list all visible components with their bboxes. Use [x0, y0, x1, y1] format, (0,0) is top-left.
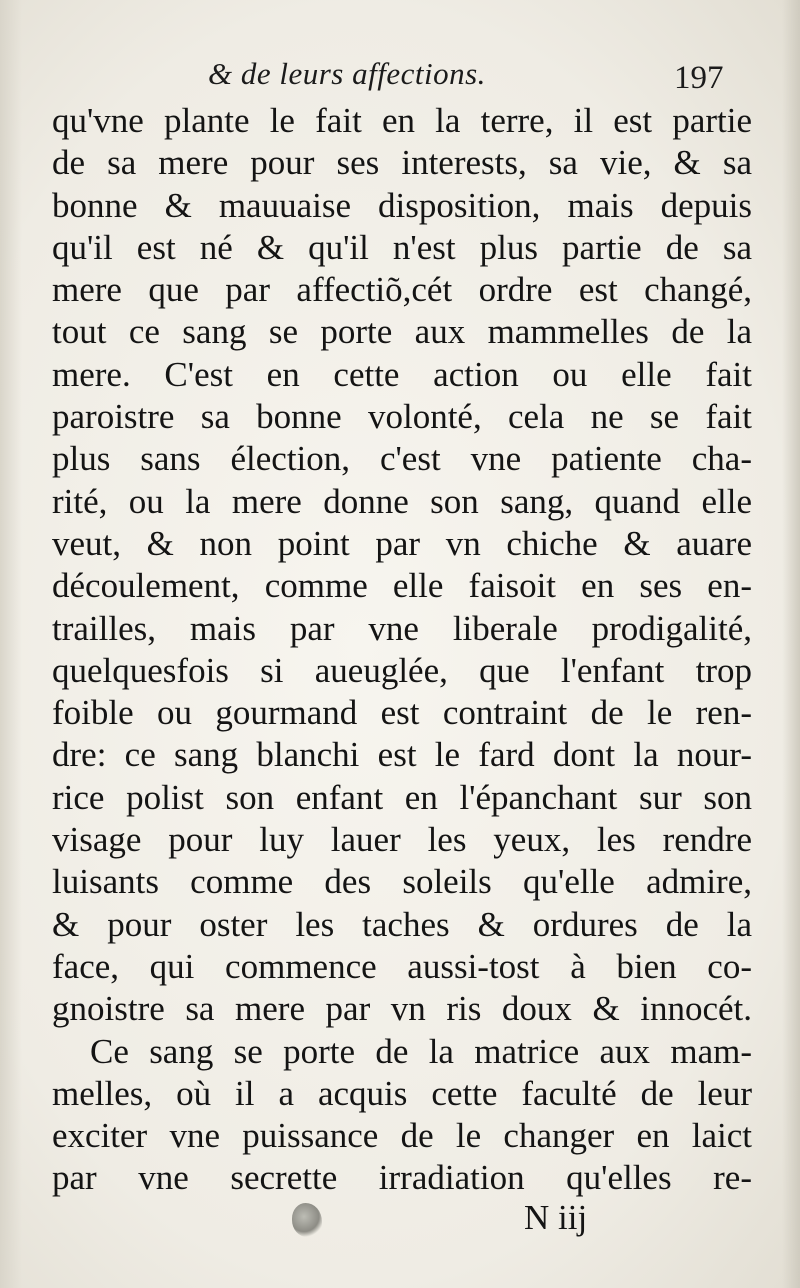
text-line: trailles, mais par vne liberale prodigalité, [52, 608, 752, 648]
text-line: qu'il est né & qu'il n'est plus partie de sa [52, 227, 752, 267]
text-line: rité, ou la mere donne son sang, quand elle [52, 481, 752, 521]
text-line: mere que par affectiõ,cét ordre est changé, [52, 270, 752, 310]
text-line: gnoistre sa mere par vn ris doux & innocét. [52, 989, 752, 1029]
text-line: rice polist son enfant en l'épanchant sur son [52, 777, 752, 817]
text-line: découlement, comme elle faisoit en ses en- [52, 566, 752, 606]
text-line: de sa mere pour ses interests, sa vie, & sa [52, 143, 752, 183]
text-line: mere. C'est en cette action ou elle fait [52, 354, 752, 394]
text-line: dre: ce sang blanchi est le fard dont la nour- [52, 735, 752, 775]
text-line: foible ou gourmand est contraint de le ren- [52, 693, 752, 733]
text-line: visage pour luy lauer les yeux, les rendre [52, 820, 752, 860]
paragraph-first-line: Ce sang se porte de la matrice aux mam- [90, 1031, 752, 1071]
text-line: qu'vne plante le fait en la terre, il est partie [52, 101, 752, 140]
text-line: plus sans élection, c'est vne patiente cha- [52, 439, 752, 479]
page-header [0, 50, 800, 96]
text-line: paroistre sa bonne volonté, cela ne se fait [52, 397, 752, 437]
page-edge-shadow-left [0, 0, 22, 1288]
text-line: veut, & non point par vn chiche & auare [52, 523, 752, 563]
page-number: 197 [674, 60, 724, 96]
ink-blot [292, 1203, 322, 1237]
text-line: luisants comme des soleils qu'elle admire, [52, 862, 752, 902]
text-line: quelquesfois si aueuglée, que l'enfant trop [52, 650, 752, 690]
text-line: melles, où il a acquis cette faculté de leur [52, 1073, 752, 1113]
text-line: exciter vne puissance de le changer en laict [52, 1116, 752, 1156]
text-line: par vne secrette irradiation qu'elles re- [52, 1158, 752, 1198]
signature-mark: N iij [524, 1198, 588, 1237]
text-line: face, qui commence aussi-tost à bien co- [52, 946, 752, 986]
text-line: bonne & mauuaise disposition, mais depuis [52, 185, 752, 225]
page-edge-shadow-right [782, 0, 800, 1288]
body-text [52, 100, 752, 1200]
text-line: & pour oster les taches & ordures de la [52, 904, 752, 944]
running-title: & de leurs affections. [208, 56, 486, 91]
text-line: tout ce sang se porte aux mammelles de la [52, 312, 752, 352]
